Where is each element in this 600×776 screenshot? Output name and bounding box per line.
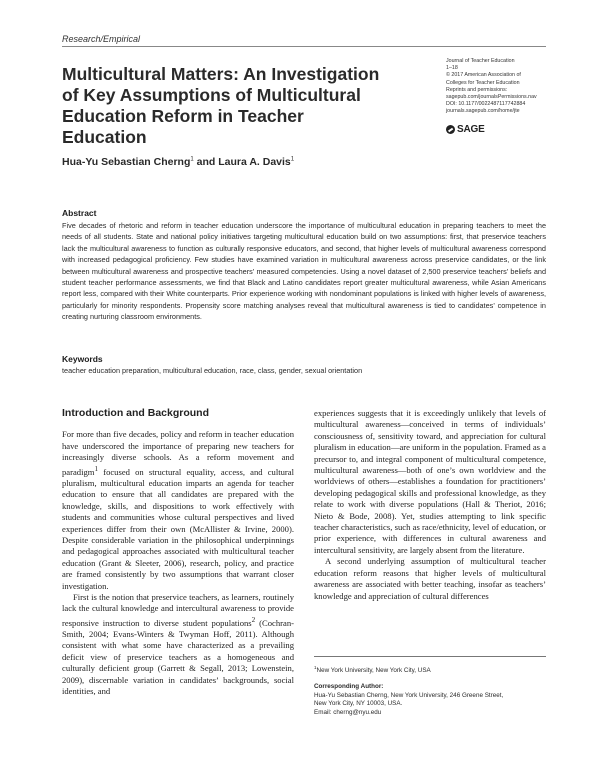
corresponding-author-line: New York City, NY 10003, USA. — [314, 700, 403, 708]
keywords-heading: Keywords — [62, 354, 103, 364]
keywords-text: teacher education preparation, multicultural education, race, class, gender, sexual orientation — [62, 366, 363, 375]
journal-info-line[interactable]: sagepub.com/journalsPermissions.nav — [446, 94, 537, 101]
journal-info-line: 1–18 — [446, 65, 458, 72]
journal-info-line: © 2017 American Association of — [446, 72, 521, 79]
header-rule — [62, 46, 546, 47]
journal-info-line: Journal of Teacher Education — [446, 58, 515, 64]
article-type-label: Research/Empirical — [62, 34, 141, 44]
publisher-logo — [446, 124, 485, 135]
body-paragraph: A second underlying assumption of multicultural teacher education reform reasons that higher levels of multicultural awareness are associated with better teaching, insofar as teachers’ knowledge and appreciation of cultural differences — [314, 556, 546, 601]
author-conjunction: and — [193, 156, 219, 168]
body-paragraph: For more than five decades, policy and reform in teacher education have underscored the importance of preparing new teachers for increasingly diverse schools. As a reform movement and paradigm$^1$ focused on structural equality, access, and cultural pluralism, multicultural education imparts an agenda for teacher education to ensure that all candidates are prepared with the knowledge, skills, and dispositions to work effectively with students and communities whose cultural perspectives and lived experiences differ from their own (McAllister & Irvine, 2000). Despite considerable variation in the philosophical underpinnings and pedagogical approaches associated with multicultural teacher education (Grant & Sleeter, 2006), research, policy, and practice are framed consistently by two assumptions that warrant closer investigation. — [62, 429, 294, 591]
footnote-marker: 2 — [251, 615, 256, 624]
footnotes — [314, 664, 546, 718]
section-heading: Introduction and Background — [62, 407, 209, 419]
journal-info-line: Colleges for Teacher Education — [446, 79, 520, 86]
journal-info — [446, 58, 556, 116]
footnote-marker: 1 — [94, 464, 99, 473]
corresponding-email[interactable]: Email: cherng@nyu.edu — [314, 709, 382, 717]
journal-info-line[interactable]: journals.sagepub.com/home/jte — [446, 108, 520, 115]
body-paragraph: First is the notion that preservice teachers, as learners, routinely lack the cultural knowledge and intercultural awareness to provide responsive instruction to diverse student populations$^2$ (Cochran-Smith, 2004; Evans-Winters & Twyman Hoff, 2011). Although consistent with what some have characterized as a prevailing deficit view of preservice teachers as a homogeneous and culturally deficient group (Garrett & Segall, 2013; Lowenstein, 2009), discernable variation in candidates’ backgrounds, social identities, and — [62, 591, 294, 697]
abstract-text: Five decades of rhetoric and reform in teacher education underscore the importance of multicultural education in preparing teachers to meet the needs of all students. State and national policy initiatives targeting multicultural education build on two assumptions: first, that preservice teachers lack the multicultural awareness to function as culturally responsive educators, and second, that higher levels of multicultural awareness correspond with increased pedagogical proficiency. Few studies have examined variation in multicultural awareness across preservice candidates, or the link between multicultural awareness and prospective teachers’ measured competencies. Using a novel dataset of 2,500 preservice teachers’ beliefs and student teacher performance assessments, we find that Black and Latino candidates report greater multicultural awareness, while Asian Americans report less, compared with their White counterparts. Prior experience working with nondominant populations is linked with higher levels of awareness, particularly for minority respondents. Propensity score matching analyses reveal that multicultural awareness is tied to candidates’ competence in creating nurturing classroom environments. — [62, 221, 546, 322]
body-paragraph: experiences suggests that it is exceedingly unlikely that levels of multicultural awareness—conceived in terms of individuals’ consciousness of, sensitivity toward, and appreciation for cultural pluralism in education—are uniform in the population. Framed as a precursor to, and integral component of multicultural competence, multicultural awareness—both of one’s own worldview and the worldviews of others—establishes a foundation for practitioners’ developing pedagogical skills and professional knowledge, as they relate to work with diverse populations (Hall & Theriot, 2016; Nieto & Bode, 2008). Yet, studies attempting to link specific teacher characteristics, such as race/ethnicity, level of education, or prior experience, with differences in cultural awareness and intercultural sensitivity, are largely absent from the literature. — [314, 408, 546, 555]
article-title: Multicultural Matters: An Investigation of Key Assumptions of Multicultural Education Reform in Teacher Education — [62, 64, 380, 147]
corresponding-author-heading: Corresponding Author: — [314, 682, 384, 690]
publisher-name: SAGE — [457, 124, 485, 135]
author-name: Laura A. Davis — [218, 156, 291, 168]
affiliation-marker: 1 — [190, 156, 194, 163]
affiliation-note: $^1$New York University, New York City, USA — [314, 665, 431, 675]
sage-logo-icon — [446, 125, 455, 134]
footnote-rule — [314, 656, 546, 657]
author-name: Hua-Yu Sebastian Cherng — [62, 156, 191, 168]
abstract-heading: Abstract — [62, 208, 97, 218]
journal-info-line[interactable]: Reprints and permissions: — [446, 86, 508, 93]
corresponding-author-line: Hua-Yu Sebastian Cherng, New York University, 246 Greene Street, — [314, 691, 504, 699]
author-line — [62, 156, 294, 168]
body-column-right — [314, 408, 546, 602]
body-column-left — [62, 408, 294, 697]
affiliation-marker: 1 — [290, 156, 295, 163]
journal-info-line[interactable]: DOI: 10.1177/0022487117742884 — [446, 101, 526, 108]
